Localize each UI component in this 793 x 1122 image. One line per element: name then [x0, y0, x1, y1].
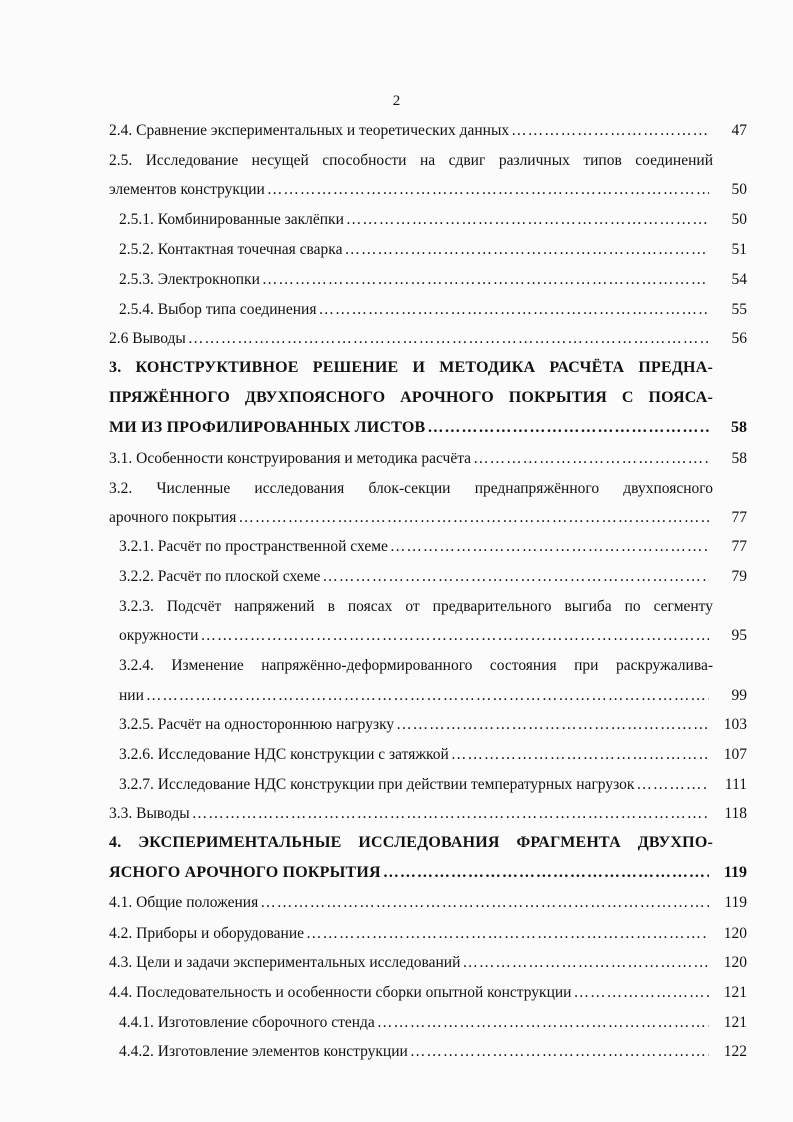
toc-entry: арочного покрытия ………………………………………………………………………………………………………………………………………………………………………………………………………… 77 [109, 509, 747, 527]
toc-entry: 2.5. Исследование несущей способности на сдвиг различных типов соединений [109, 152, 713, 169]
toc-entry: окружности ………………………………………………………………………………………………………………………………………………………………………………………………………… 95 [119, 627, 747, 645]
toc-entry: 2.5.4. Выбор типа соединения ………………………………………………………………………………………………………………………………………………………………………………………………………… 55 [119, 301, 747, 319]
toc-entry: 3.2.2. Расчёт по плоской схеме ………………………………………………………………………………………………………………………………………………………………………………………………………… 79 [119, 568, 747, 586]
toc-entry: 4.2. Приборы и оборудование ………………………………………………………………………………………………………………………………………………………………………………………………………… 120 [109, 925, 747, 943]
toc-entry: 3.2.3. Подсчёт напряжений в поясах от предварительного выгиба по сегменту [119, 598, 713, 615]
toc-chapter-heading: ПРЯЖЁННОГО ДВУХПОЯСНОГО АРОЧНОГО ПОКРЫТИЯ С ПОЯСА- [109, 389, 713, 406]
toc-chapter-heading: 3. КОНСТРУКТИВНОЕ РЕШЕНИЕ И МЕТОДИКА РАСЧЁТА ПРЕДНА- [109, 359, 713, 376]
toc-entry: 3.2.5. Расчёт на одностороннюю нагрузку ………………………………………………………………………………………………………………………………………………………………………………………………………… 103 [119, 716, 747, 734]
page-number: 2 [392, 93, 401, 109]
toc-entry: 4.4.2. Изготовление элементов конструкции ………………………………………………………………………………………………………………………………………………………………………………………………………… 122 [119, 1043, 747, 1061]
toc-entry: 4.4. Последовательность и особенности сборки опытной конструкции ………………………………………………………………………………………………………………………………………………………………………………………………………… 121 [109, 984, 747, 1002]
toc-chapter-heading: 4. ЭКСПЕРИМЕНТАЛЬНЫЕ ИССЛЕДОВАНИЯ ФРАГМЕНТА ДВУХПО- [109, 834, 713, 851]
toc-chapter-heading: ЯСНОГО АРОЧНОГО ПОКРЫТИЯ ………………………………………………………………………………………………………………………………………………………………………………………………………… 119 [109, 864, 747, 882]
toc-entry: 2.4. Сравнение экспериментальных и теоретических данных ………………………………………………………………………………………………………………………………………………………………………………………………………… 47 [109, 122, 747, 140]
toc-entry: 2.5.2. Контактная точечная сварка ………………………………………………………………………………………………………………………………………………………………………………………………………… 51 [119, 241, 747, 259]
toc-entry: 2.5.3. Электрокнопки ………………………………………………………………………………………………………………………………………………………………………………………………………… 54 [119, 271, 747, 289]
toc-entry: 4.4.1. Изготовление сборочного стенда ………………………………………………………………………………………………………………………………………………………………………………………………………… 121 [119, 1014, 747, 1032]
toc-entry: 3.2.6. Исследование НДС конструкции с затяжкой ………………………………………………………………………………………………………………………………………………………………………………………………………… 107 [119, 746, 747, 764]
toc-entry: 2.5.1. Комбинированные заклёпки ………………………………………………………………………………………………………………………………………………………………………………………………………… 50 [119, 211, 747, 229]
toc-entry: 2.6 Выводы ………………………………………………………………………………………………………………………………………………………………………………………………………… 56 [109, 330, 747, 348]
toc-entry: 3.2. Численные исследования блок-секции преднапряжённого двухпоясного [109, 480, 713, 497]
toc-entry: 4.3. Цели и задачи экспериментальных исследований ………………………………………………………………………………………………………………………………………………………………………………………………………… 120 [109, 954, 747, 972]
toc-entry: нии ………………………………………………………………………………………………………………………………………………………………………………………………………… 99 [119, 687, 747, 705]
toc-entry: 3.2.4. Изменение напряжённо-деформированного состояния при раскружалива- [119, 657, 713, 674]
toc-entry: 3.2.1. Расчёт по пространственной схеме ………………………………………………………………………………………………………………………………………………………………………………………………………… 77 [119, 538, 747, 556]
toc-entry: элементов конструкции ………………………………………………………………………………………………………………………………………………………………………………………………………… 50 [109, 181, 747, 199]
toc-entry: 3.3. Выводы ………………………………………………………………………………………………………………………………………………………………………………………………………… 118 [109, 805, 747, 823]
toc-entry: 3.1. Особенности конструирования и методика расчёта ………………………………………………………………………………………………………………………………………………………………………………………………………… 58 [109, 450, 747, 468]
toc-entry: 3.2.7. Исследование НДС конструкции при действии температурных нагрузок ………………………………………………………………………………………………………………………………………………………………………………………………………… 111 [119, 776, 747, 794]
toc-chapter-heading: МИ ИЗ ПРОФИЛИРОВАННЫХ ЛИСТОВ ………………………………………………………………………………………………………………………………………………………………………………………………………… 58 [109, 419, 747, 437]
toc-entry: 4.1. Общие положения ………………………………………………………………………………………………………………………………………………………………………………………………………… 119 [109, 894, 747, 912]
